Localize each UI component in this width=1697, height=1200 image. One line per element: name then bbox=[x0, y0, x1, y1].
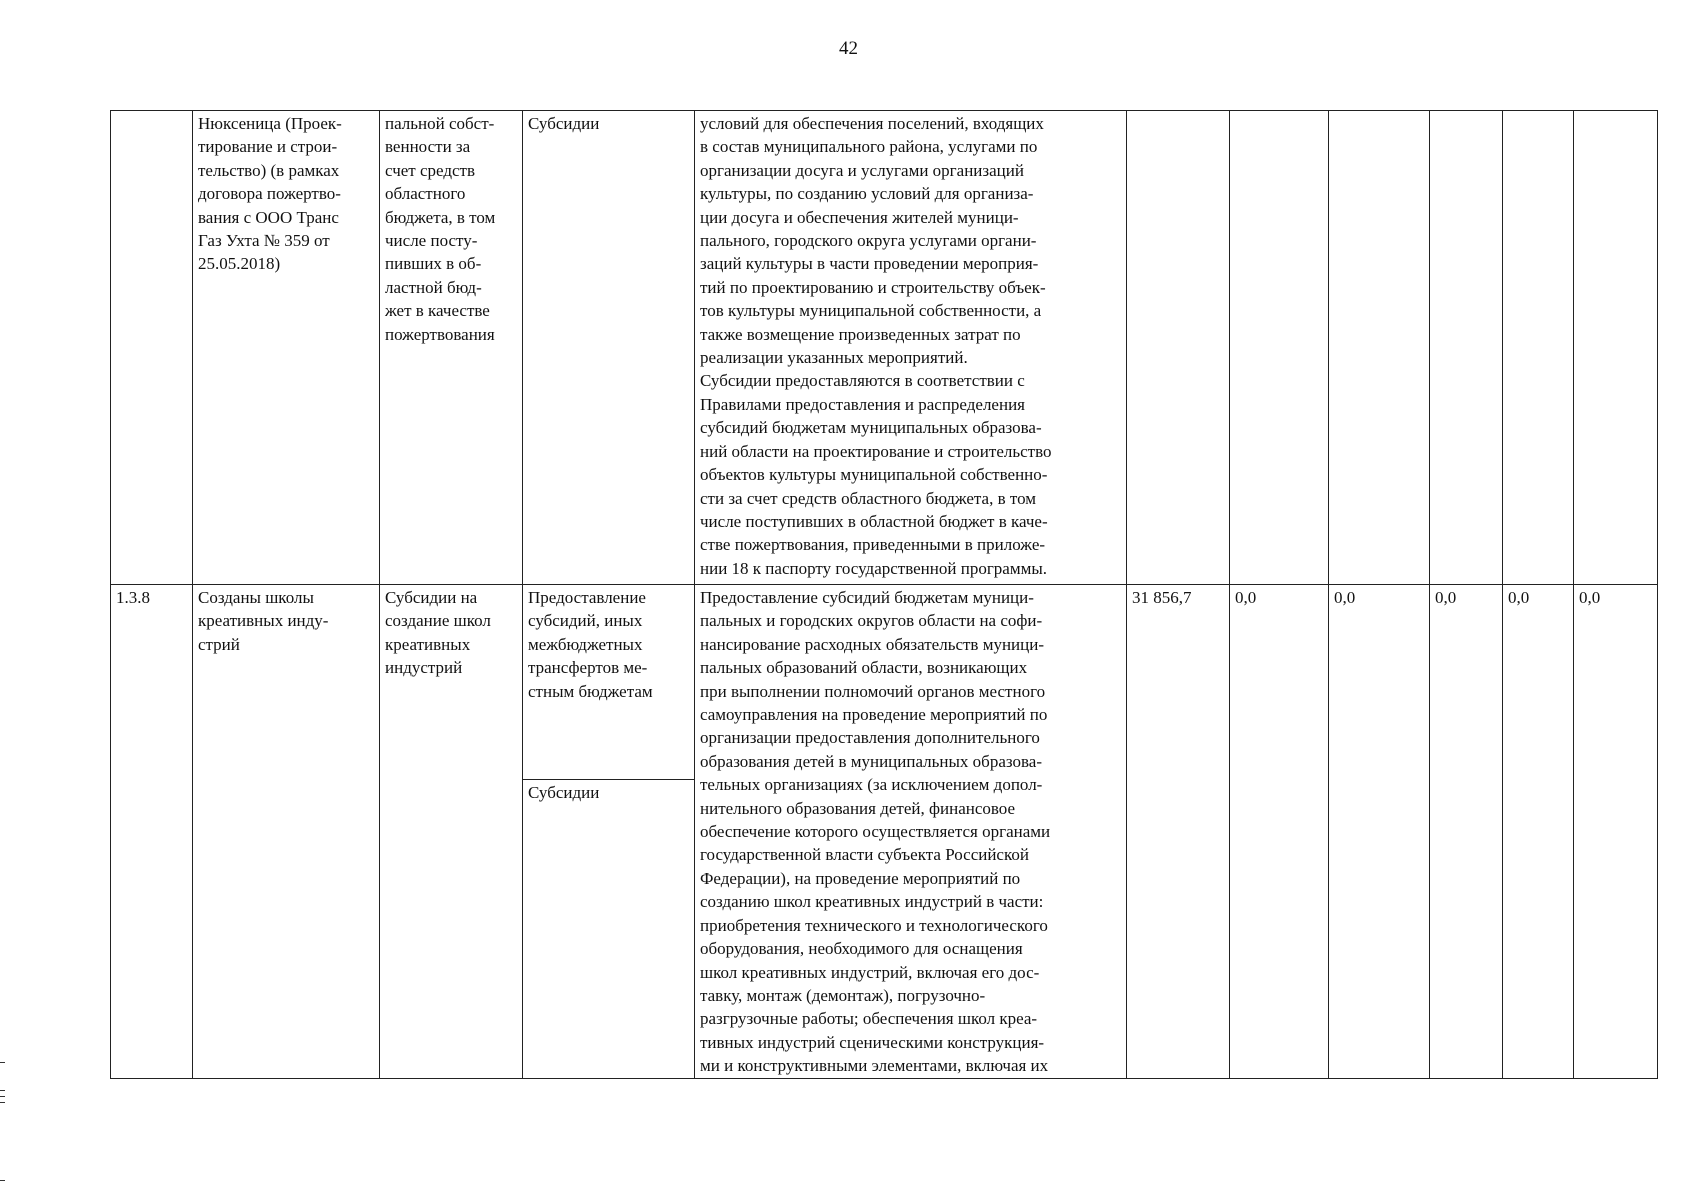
scan-mark bbox=[0, 1062, 5, 1063]
scan-mark bbox=[0, 1180, 5, 1181]
cell-type bbox=[523, 585, 695, 1079]
table-row bbox=[111, 585, 1658, 1079]
cell-result: Нюксеница (Проек- тирование и строи- тельство) (в рамках договора пожертво- вания с ООО Транс Газ Ухта № 359 от 25.05.2018) bbox=[193, 111, 380, 585]
cell-type-top: Предоставление субсидий, иных межбюджетных трансфертов ме- стным бюджетам bbox=[523, 585, 694, 780]
page-number: 42 bbox=[839, 38, 858, 59]
scan-mark bbox=[0, 1090, 5, 1091]
cell-type-bottom: Субсидии bbox=[528, 783, 600, 802]
cell-value-1: 31 856,7 bbox=[1127, 585, 1230, 1079]
cell-type: Субсидии bbox=[523, 111, 695, 585]
cell-value-3 bbox=[1329, 111, 1430, 585]
cell-value-1 bbox=[1127, 111, 1230, 585]
cell-activity-name: пальной собст- венности за счет средств областного бюджета, в том числе посту- пивших в об- ластной бюд- жет в качестве пожертвования bbox=[380, 111, 523, 585]
cell-description: Предоставление субсидий бюджетам муници- пальных и городских округов области на софи- нансирование расходных обязательств муници- пальных образований области, возникающих при выполнении полномочий органов местного самоуправления на проведение мероприятий по организации предоставления дополнительного образования детей в муниципальных образова- тельных организациях (за исключением допол- нительного образования детей, финансовое обеспечение которого осуществляется органами государственной власти субъекта Российской Федерации), на проведение мероприятий по созданию школ креативных индустрий в части: приобретения технического и технологического оборудования, необходимого для оснащения школ креативных индустрий, включая его дос- тавку, монтаж (демонтаж), погрузочно- разгрузочные работы; обеспечения школ креа- тивных индустрий сценическими конструкция- ми и конструктивными элементами, включая их bbox=[695, 585, 1127, 1079]
cell-value-6: 0,0 bbox=[1574, 585, 1658, 1079]
table-row bbox=[111, 111, 1658, 585]
cell-value-3: 0,0 bbox=[1329, 585, 1430, 1079]
cell-value-5: 0,0 bbox=[1503, 585, 1574, 1079]
cell-value-5 bbox=[1503, 111, 1574, 585]
scan-mark bbox=[0, 1096, 5, 1097]
cell-result: Созданы школы креативных инду- стрий bbox=[193, 585, 380, 1079]
scan-mark bbox=[0, 1102, 5, 1103]
cell-description: условий для обеспечения поселений, входящих в состав муниципального района, услугами по организации досуга и услугами организаций культуры, по созданию условий для организа- ции досуга и обеспечения жителей муници- пального, городского округа услугами органи- заций культуры в части проведении мероприя- тий по проектированию и строительству объек- тов культуры муниципальной собственности, а также возмещение произведенных затрат по реализации указанных мероприятий. Субсидии предоставляются в соответствии с Правилами предоставления и распределения субсидий бюджетам муниципальных образова- ний области на проектирование и строительство объектов культуры муниципальной собственно- сти за счет средств областного бюджета, в том числе поступивших в областной бюджет в каче- стве пожертвования, приведенными в приложе- нии 18 к паспорту государственной программы. bbox=[695, 111, 1127, 585]
cell-value-4: 0,0 bbox=[1430, 585, 1503, 1079]
budget-table bbox=[110, 110, 1658, 1079]
cell-value-2: 0,0 bbox=[1230, 585, 1329, 1079]
cell-value-6 bbox=[1574, 111, 1658, 585]
cell-number bbox=[111, 111, 193, 585]
cell-number: 1.3.8 bbox=[111, 585, 193, 1079]
cell-value-2 bbox=[1230, 111, 1329, 585]
cell-value-4 bbox=[1430, 111, 1503, 585]
cell-activity-name: Субсидии на создание школ креативных индустрий bbox=[380, 585, 523, 1079]
